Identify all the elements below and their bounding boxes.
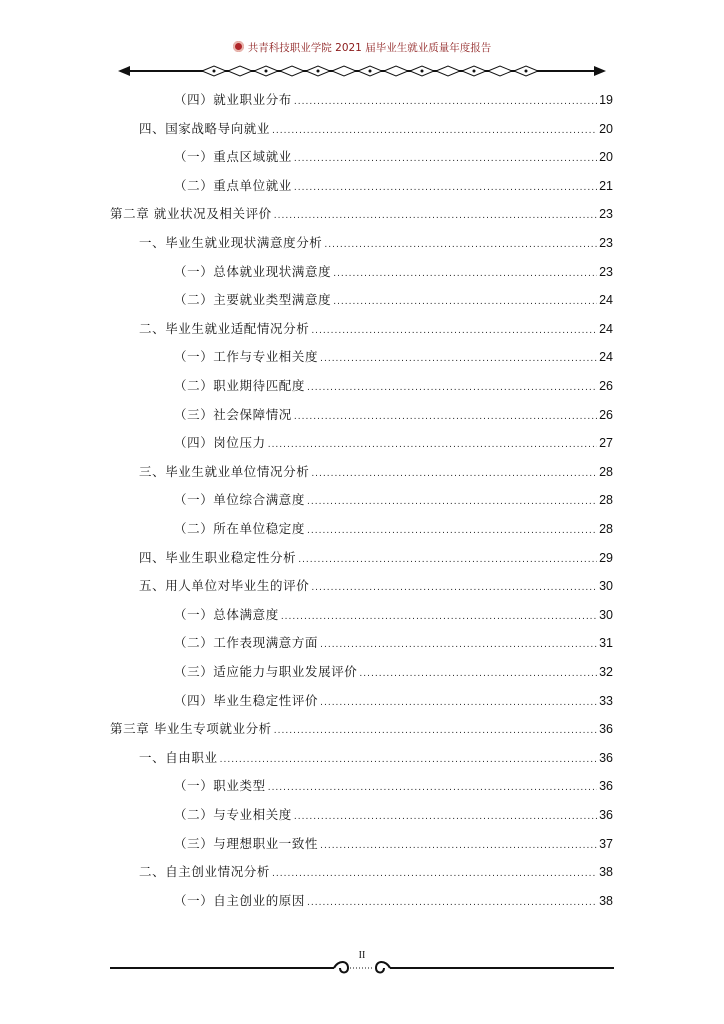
toc-leader-dots xyxy=(281,607,597,627)
toc-entry[interactable] xyxy=(139,319,613,341)
toc-page-number: 27 xyxy=(599,436,613,451)
toc-row xyxy=(0,776,724,796)
toc-entry-title: （四）岗位压力 xyxy=(174,435,266,451)
toc-page-number: 36 xyxy=(599,750,613,765)
toc-entry[interactable] xyxy=(174,776,613,798)
toc-entry-title: （一）职业类型 xyxy=(174,778,266,794)
toc-entry-title: （三）与理想职业一致性 xyxy=(174,835,319,851)
toc-entry[interactable] xyxy=(139,119,613,141)
toc-entry[interactable] xyxy=(174,662,613,684)
toc-row xyxy=(0,862,724,882)
toc-leader-dots xyxy=(324,235,597,255)
toc-page-number: 36 xyxy=(599,779,613,794)
toc-row xyxy=(0,805,724,825)
toc-entry[interactable] xyxy=(174,90,613,112)
toc-row xyxy=(0,576,724,596)
toc-leader-dots xyxy=(268,435,597,455)
toc-entry-title: （一）总体满意度 xyxy=(174,606,279,622)
toc-entry[interactable] xyxy=(110,719,613,741)
toc-leader-dots xyxy=(294,92,597,112)
toc-leader-dots xyxy=(294,807,597,827)
toc-entry-title: 五、用人单位对毕业生的评价 xyxy=(139,578,310,594)
toc-page-number: 28 xyxy=(599,464,613,479)
toc-page-number: 30 xyxy=(599,579,613,594)
toc-entry-title: （四）毕业生稳定性评价 xyxy=(174,692,319,708)
toc-entry[interactable] xyxy=(139,748,613,770)
toc-row xyxy=(0,891,724,911)
toc-page-number: 26 xyxy=(599,379,613,393)
toc-leader-dots xyxy=(333,264,597,284)
toc-page-number: 23 xyxy=(599,264,613,279)
toc-page-number: 21 xyxy=(599,178,613,193)
toc-leader-dots xyxy=(220,750,597,770)
toc-entry-title: （二）与专业相关度 xyxy=(174,807,292,822)
toc-entry-title: 二、毕业生就业适配情况分析 xyxy=(139,320,310,336)
toc-row xyxy=(0,204,724,224)
toc-row xyxy=(0,90,724,110)
toc-page-number: 23 xyxy=(599,236,613,250)
toc-entry-title: 三、毕业生就业单位情况分析 xyxy=(139,463,310,479)
toc-leader-dots xyxy=(311,321,597,341)
footer-rule-left xyxy=(110,967,334,969)
toc-row xyxy=(0,633,724,653)
toc-leader-dots xyxy=(294,178,597,198)
toc-row xyxy=(0,834,724,854)
toc-entry-title: （一）总体就业现状满意度 xyxy=(174,263,332,279)
toc-leader-dots xyxy=(294,407,597,427)
toc-entry[interactable] xyxy=(174,519,613,541)
toc-entry-title: 一、毕业生就业现状满意度分析 xyxy=(139,235,323,250)
toc-page-number: 29 xyxy=(599,550,613,565)
toc-page-number: 33 xyxy=(599,693,613,708)
toc-leader-dots xyxy=(307,492,597,512)
toc-entry[interactable] xyxy=(139,576,613,598)
toc-entry[interactable] xyxy=(139,548,613,570)
toc-leader-dots xyxy=(311,578,597,598)
toc-entry-title: 四、国家战略导向就业 xyxy=(139,120,271,136)
toc-entry-title: （一）自主创业的原因 xyxy=(174,892,306,908)
toc-page-number: 24 xyxy=(599,293,613,308)
toc-page-number: 32 xyxy=(599,665,613,679)
toc-leader-dots xyxy=(274,721,597,741)
toc-leader-dots xyxy=(294,149,597,169)
toc-row xyxy=(0,119,724,139)
toc-leader-dots xyxy=(307,893,597,913)
toc-entry-title: （一）重点区域就业 xyxy=(174,149,292,165)
toc-leader-dots xyxy=(307,521,597,541)
toc-entry-title: 二、自主创业情况分析 xyxy=(139,864,271,880)
footer-ornament xyxy=(330,958,394,978)
toc-row xyxy=(0,605,724,625)
toc-entry-title: （二）重点单位就业 xyxy=(174,177,292,193)
toc-entry[interactable] xyxy=(174,805,613,827)
toc-entry-title: （二）主要就业类型满意度 xyxy=(174,292,332,308)
toc-page-number: 28 xyxy=(599,493,613,508)
toc-page-number: 36 xyxy=(599,722,613,737)
toc-entry[interactable] xyxy=(174,891,613,913)
toc-row xyxy=(0,376,724,396)
toc-entry[interactable] xyxy=(174,834,613,856)
toc-page-number: 38 xyxy=(599,893,613,908)
toc-entry-title: 第三章 毕业生专项就业分析 xyxy=(110,721,272,737)
toc-leader-dots xyxy=(272,121,597,141)
toc-entry-title: （三）社会保障情况 xyxy=(174,406,292,422)
toc-entry-title: （二）职业期待匹配度 xyxy=(174,378,306,393)
toc-page-number: 20 xyxy=(599,150,613,165)
toc-leader-dots xyxy=(298,550,597,570)
toc-row xyxy=(0,262,724,282)
toc-page-number: 36 xyxy=(599,808,613,822)
page-number: II xyxy=(358,950,366,961)
toc-page-number: 19 xyxy=(599,93,613,107)
toc-row xyxy=(0,290,724,310)
toc-entry-title: （二）工作表现满意方面 xyxy=(174,635,319,651)
toc-entry[interactable] xyxy=(174,490,613,512)
toc-page-number: 30 xyxy=(599,607,613,622)
toc-entry[interactable] xyxy=(174,147,613,169)
toc-row xyxy=(0,347,724,367)
toc-entry-title: （一）工作与专业相关度 xyxy=(174,349,319,365)
toc-entry[interactable] xyxy=(174,290,613,312)
toc-row xyxy=(0,233,724,253)
toc-page-number: 24 xyxy=(599,350,613,365)
toc-row xyxy=(0,405,724,425)
toc-leader-dots xyxy=(333,292,597,312)
toc-entry-title: （二）所在单位稳定度 xyxy=(174,521,306,536)
toc-entry[interactable] xyxy=(174,691,613,713)
toc-entry[interactable] xyxy=(174,633,613,655)
toc-row xyxy=(0,719,724,739)
toc-entry[interactable] xyxy=(174,262,613,284)
toc-entry[interactable] xyxy=(174,176,613,198)
toc-page-number: 28 xyxy=(599,522,613,536)
toc-page-number: 23 xyxy=(599,207,613,222)
toc-entry-title: （四）就业职业分布 xyxy=(174,92,292,107)
toc-row xyxy=(0,176,724,196)
toc-page-number: 26 xyxy=(599,407,613,422)
header-ornament xyxy=(118,62,606,80)
toc-row xyxy=(0,147,724,167)
toc-entry[interactable] xyxy=(174,433,613,455)
toc-row xyxy=(0,548,724,568)
toc-entry-title: （三）适应能力与职业发展评价 xyxy=(174,664,358,679)
toc-leader-dots xyxy=(320,635,597,655)
toc-page-number: 20 xyxy=(599,121,613,136)
toc-entry[interactable] xyxy=(174,605,613,627)
toc-row xyxy=(0,319,724,339)
toc-page-number: 24 xyxy=(599,321,613,336)
header-title: 共青科技职业学院 2021 届毕业生就业质量年度报告 xyxy=(247,42,492,54)
toc-row xyxy=(0,490,724,510)
toc-leader-dots xyxy=(359,664,597,684)
toc-entry-title: 四、毕业生职业稳定性分析 xyxy=(139,549,297,565)
toc-entry[interactable] xyxy=(174,347,613,369)
toc-entry[interactable] xyxy=(174,376,613,398)
page-header xyxy=(0,40,724,56)
footer-rule-right xyxy=(390,967,614,969)
toc-leader-dots xyxy=(307,378,597,398)
toc-leader-dots xyxy=(320,693,597,713)
toc-entry[interactable] xyxy=(139,233,613,255)
toc-leader-dots xyxy=(320,836,597,856)
school-logo-icon xyxy=(233,41,244,52)
toc-leader-dots xyxy=(272,864,597,884)
toc-entry[interactable] xyxy=(139,862,613,884)
toc-leader-dots xyxy=(274,206,597,226)
toc-entry[interactable] xyxy=(139,462,613,484)
toc-entry-title: 一、自由职业 xyxy=(139,749,218,765)
toc-entry-title: （一）单位综合满意度 xyxy=(174,492,306,508)
toc-row xyxy=(0,519,724,539)
toc-page-number: 38 xyxy=(599,865,613,880)
toc-page-number: 31 xyxy=(599,636,613,651)
toc-row xyxy=(0,748,724,768)
toc-entry-title: 第二章 就业状况及相关评价 xyxy=(110,206,272,222)
toc-entry[interactable] xyxy=(174,405,613,427)
toc-leader-dots xyxy=(320,349,597,369)
toc-row xyxy=(0,462,724,482)
toc-leader-dots xyxy=(311,464,597,484)
toc-page-number: 37 xyxy=(599,836,613,851)
toc-entry[interactable] xyxy=(110,204,613,226)
toc-row xyxy=(0,662,724,682)
toc-row xyxy=(0,433,724,453)
toc-leader-dots xyxy=(268,778,597,798)
toc-row xyxy=(0,691,724,711)
